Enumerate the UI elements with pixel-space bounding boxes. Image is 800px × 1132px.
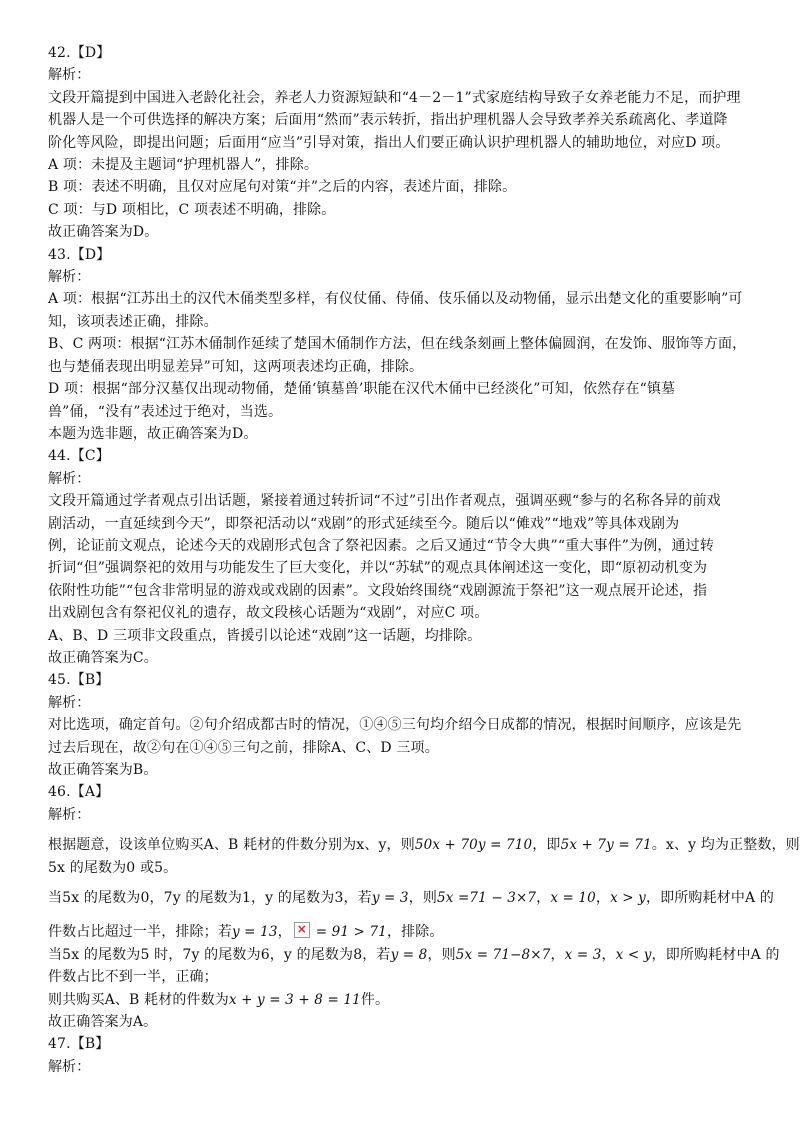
q42-label: 解析： [48, 67, 91, 84]
math-formula: y = 8 [390, 946, 428, 963]
q44-para-line: 折词“但”强调祭祀的效用与功能发生了巨大变化，并以“苏轼”的观点具体阐述这一变化，即“原初动机变为 [48, 560, 708, 577]
math-formula: 5x =71 − 3×7 [437, 890, 537, 907]
text-run: 。x、y 均为正整数，则 [651, 837, 800, 854]
text-run: ，即所购耗材中A 的 [651, 946, 780, 963]
q43-label: 解析： [48, 269, 91, 286]
q42-para-line: 文段开篇提到中国进入老龄化社会，养老人力资源短缺和“4－2－1”式家庭结构导致子女养老能力不足，而护理 [48, 89, 741, 106]
q43-option-d-line: 兽”俑，“没有”表述过于绝对，当选。 [48, 403, 283, 420]
text-run: ， [601, 946, 616, 963]
text-run: ，则 [427, 946, 456, 963]
q44-para-line: 剧活动，一直延续到今天”，即祭祀活动以“戏剧”的形式延续至今。随后以“傩戏”“地戏”等具体戏剧为 [48, 515, 680, 532]
q45-para-line: 过去后现在，故②句在①④⑤三句之前，排除A、C、D 三项。 [48, 739, 439, 756]
text-run: ，排除。 [386, 924, 444, 941]
q43-option-bc-line: 也与楚俑表现出明显差异”可知，这两项表述均正确，排除。 [48, 358, 424, 375]
text-run: 则共购买A、B 耗材的件数为 [48, 991, 229, 1008]
q47-number: 47.【B】 [48, 1036, 110, 1053]
text-run: 当5x 的尾数为5 时，7y 的尾数为6，y 的尾数为8，若 [48, 946, 391, 963]
text-run: ， [536, 890, 551, 907]
q43-option-bc-line: B、C 两项：根据“江苏木俑制作延续了楚国木俑制作方法，但在线条刻画上整体偏圆润，在发饰、服饰等方面， [48, 336, 747, 353]
q44-answer: 故正确答案为C。 [48, 649, 158, 666]
q43-option-a-line: A 项：根据“江苏出土的汉代木俑类型多样，有仪仗俑、侍俑、伎乐俑以及动物俑，显示出楚文化的重要影响”可 [48, 291, 743, 308]
q46-line-1 [48, 834, 800, 856]
math-formula: x = 10 [550, 890, 596, 907]
q43-answer: 本题为选非题，故正确答案为D。 [48, 425, 258, 442]
math-formula: 5x + 7y = 71 [560, 837, 652, 854]
text-run: 件。 [360, 991, 390, 1008]
document-body [48, 42, 800, 1078]
q45-label: 解析： [48, 694, 91, 711]
text-run: ， [277, 924, 292, 941]
math-formula: x < y [615, 946, 652, 963]
q42-option-c: C 项：与D 项相比，C 项表述不明确，排除。 [48, 201, 336, 218]
q46-number: 46.【A】 [48, 784, 110, 801]
q43-number: 43.【D】 [48, 246, 111, 263]
broken-image-icon [294, 922, 310, 938]
math-formula: 50x + 70y = 710 [414, 837, 533, 854]
text-run: ，则 [408, 890, 437, 907]
q42-option-a: A 项：未提及主题词“护理机器人”，排除。 [48, 157, 319, 174]
q46-line-2: 5x 的尾数为0 或5。 [48, 859, 178, 876]
q46-line-3 [48, 887, 775, 909]
math-formula: y = 13 [231, 924, 278, 941]
q42-para-line: 机器人是一个可供选择的解决方案；后面用“然而”表示转折，指出护理机器人会导致孝养关系疏离化、孝道降 [48, 112, 728, 129]
q45-number: 45.【B】 [48, 672, 110, 689]
text-run: 根据题意，设该单位购买A、B 耗材的件数分别为x、y，则 [48, 837, 415, 854]
q44-para-line: 依附性功能”“包含非常明显的游戏或戏剧的因素”。文段始终围绕“戏剧源流于祭祀”这一观点展开论述，指 [48, 582, 708, 599]
q43-option-a-line: 知，该项表述正确，排除。 [48, 313, 218, 330]
text-run: 当5x 的尾数为0，7y 的尾数为1，y 的尾数为3，若 [48, 890, 372, 907]
q47-label: 解析： [48, 1058, 91, 1075]
text-run: 件数占比超过一半，排除；若 [48, 924, 232, 941]
math-formula: 5x = 71−8×7 [455, 946, 551, 963]
q46-label: 解析： [48, 806, 91, 823]
q44-label: 解析： [48, 470, 91, 487]
math-formula: x + y = 3 + 8 = 11 [228, 991, 361, 1008]
q42-answer: 故正确答案为D。 [48, 224, 159, 241]
math-formula: x > y [610, 890, 646, 907]
text-run: ，即 [532, 837, 561, 854]
q46-line-7 [48, 989, 760, 1011]
q46-line-4 [48, 921, 760, 943]
math-formula: = 91 > 71 [315, 924, 387, 941]
q44-option-abd: A、B、D 三项非文段重点，皆援引以论述“戏剧”这一话题，均排除。 [48, 627, 482, 644]
text-run: ， [595, 890, 611, 907]
q45-answer: 故正确答案为B。 [48, 762, 158, 778]
math-formula: x = 3 [564, 946, 602, 963]
q42-number: 42.【D】 [48, 45, 111, 61]
q42-para-line: 阶化等风险，即提出问题；后面用“应当”引导对策，指出人们要正确认识护理机器人的辅助地位，对应D 项。 [48, 134, 730, 151]
q46-line-5 [48, 944, 780, 966]
q44-number: 44.【C】 [48, 448, 110, 465]
q46-answer: 故正确答案为A。 [48, 1014, 158, 1031]
q43-option-d-line: D 项：根据“部分汉墓仅出现动物俑，楚俑‘镇墓兽’职能在汉代木俑中已经淡化”可知，依然存在“镇墓 [48, 381, 676, 398]
text-run: ， [550, 946, 565, 963]
q44-para-line: 文段开篇通过学者观点引出话题，紧接着通过转折词“不过”引出作者观点，强调巫觋“参与的名称各异的前戏 [48, 493, 721, 510]
math-formula: y = 3 [371, 890, 409, 907]
q44-para-line: 出戏剧包含有祭祀仪礼的遗存，故文段核心话题为“戏剧”，对应C 项。 [48, 605, 489, 622]
q45-para-line: 对比选项，确定首句。②句介绍成都古时的情况，①④⑤三句均介绍今日成都的情况，根据时间顺序，应该是先 [48, 717, 742, 734]
q46-line-6: 件数占比不到一半，正确； [48, 969, 218, 986]
text-run: ，即所购耗材中A 的 [645, 890, 775, 907]
q44-para-line: 例，论证前文观点，论述今天的戏剧形式包含了祭祀因素。之后又通过“节令大典”“重大事件”为例，通过转 [48, 537, 714, 554]
q42-option-b: B 项：表述不明确，且仅对应尾句对策“并”之后的内容，表述片面，排除。 [48, 179, 517, 196]
